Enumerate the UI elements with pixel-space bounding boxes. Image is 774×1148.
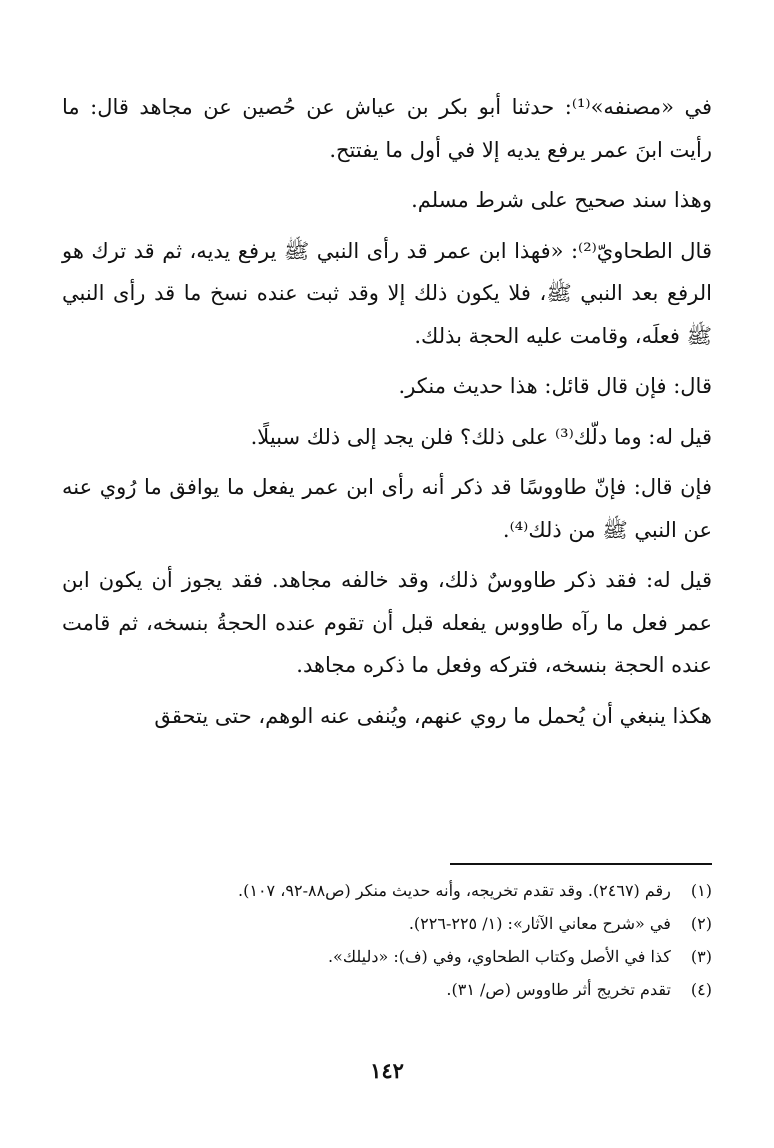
- footnote-text: تقدم تخريج أثر طاووس (ص/ ٣١).: [446, 980, 671, 999]
- footnote-4: [62, 973, 712, 1006]
- paragraph-tahawi: قال الطحاويّ⁽²⁾: «فهذا ابن عمر قد رأى النبي ﷺ يرفع يديه، ثم قد ترك هو الرفع بعد النبي ﷺ، فلا يكون ذلك إلا وقد ثبت عنده نسخ ما قد رأى النبي ﷺ فعلَه، وقامت عليه الحجة بذلك.: [62, 238, 712, 348]
- paragraph-tawus: فإن قال: فإنّ طاووسًا قد ذكر أنه رأى ابن عمر يفعل ما يوافق ما رُوي عنه عن النبي ﷺ من ذلك⁽⁴⁾.: [62, 475, 712, 542]
- paragraph-musannaf: في «مصنفه»⁽¹⁾: حدثنا أبو بكر بن عياش عن حُصين عن مجاهد قال: ما رأيت ابنَ عمر يرفع يديه إلا في أول ما يفتتح.: [62, 95, 712, 162]
- paragraph-objection: قال: فإن قال قائل: هذا حديث منكر.: [398, 374, 712, 398]
- footnote-separator: [450, 863, 712, 865]
- footnote-number: (٢): [690, 914, 712, 933]
- main-text: [62, 86, 712, 745]
- footnote-text: رقم (٢٤٦٧). وقد تقدم تخريجه، وأنه حديث منكر (ص٨٨-٩٢، ١٠٧).: [238, 881, 671, 900]
- footnote-1: [62, 874, 712, 907]
- footnote-number: (٣): [690, 947, 712, 966]
- footnote-number: (٤): [690, 980, 712, 999]
- paragraph-reply: قيل له: وما دلّك⁽³⁾ على ذلك؟ فلن يجد إلى ذلك سبيلًا.: [250, 424, 712, 449]
- footnotes: [62, 874, 712, 1006]
- footnote-2: [62, 907, 712, 940]
- page-number: ١٤٢: [370, 1058, 404, 1083]
- footnote-number: (١): [690, 881, 712, 900]
- footnote-text: كذا في الأصل وكتاب الطحاوي، وفي (ف): «دليلك».: [327, 947, 671, 966]
- paragraph-answer: قيل له: فقد ذكر طاووسٌ ذلك، وقد خالفه مجاهد. فقد يجوز أن يكون ابن عمر فعل ما رآه طاووس يفعله قبل أن تقوم عنده الحجةُ بنسخه، ثم قامت عنده الحجة بنسخه، فتركه وفعل ما ذكره مجاهد.: [62, 568, 712, 677]
- footnote-text: في «شرح معاني الآثار»: (١/ ٢٢٥-٢٢٦).: [408, 914, 671, 933]
- footnote-3: [62, 940, 712, 973]
- paragraph-sanad: وهذا سند صحيح على شرط مسلم.: [411, 188, 712, 212]
- paragraph-conclusion: هكذا ينبغي أن يُحمل ما روي عنهم، ويُنفى عنه الوهم، حتى يتحقق: [154, 703, 712, 728]
